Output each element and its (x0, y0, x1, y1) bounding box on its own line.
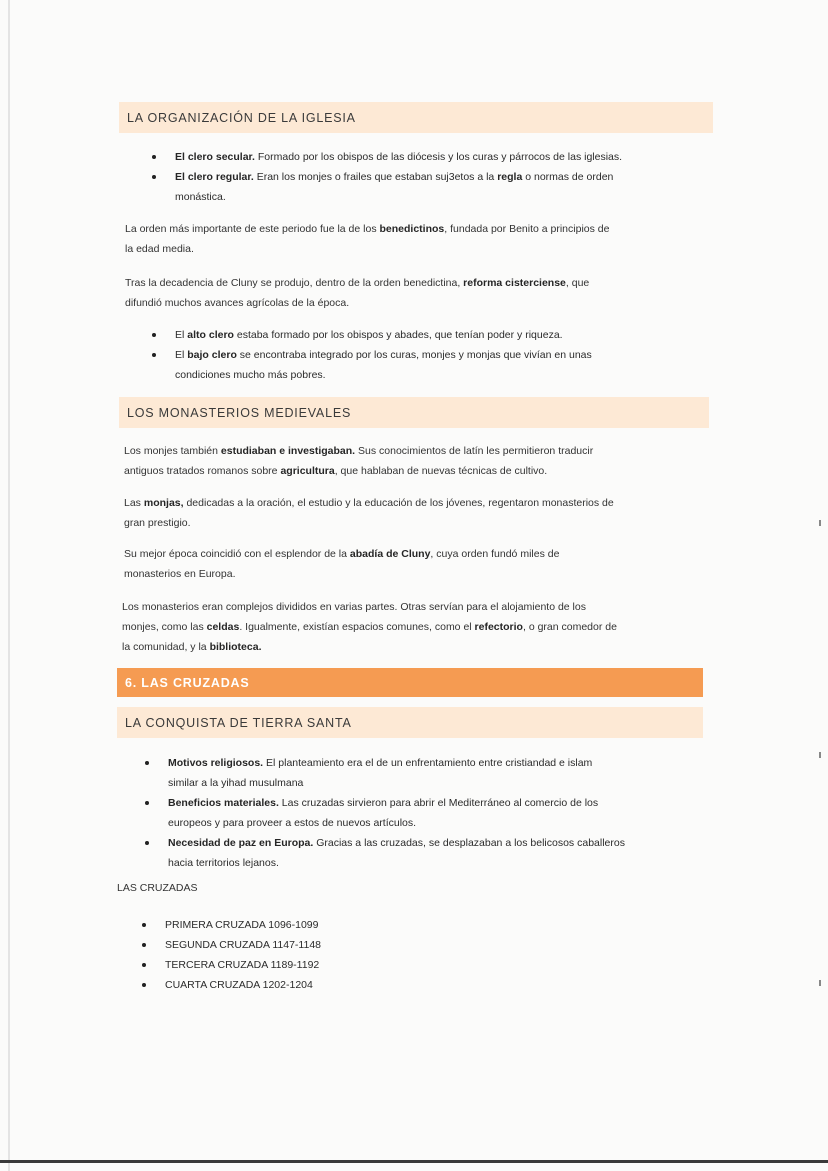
alto-bajo-clero-list (152, 325, 712, 385)
item-text: El (175, 349, 188, 361)
page-edge-bottom (0, 1160, 828, 1163)
bold-term: alto clero (187, 329, 234, 341)
list-item: TERCERA CRUZADA 1189-1192 (142, 955, 542, 975)
scan-mark (819, 980, 821, 986)
scan-mark (819, 520, 821, 526)
list-item (145, 793, 705, 833)
heading-text: 6. LAS CRUZADAS (125, 675, 250, 690)
item-text: europeos y para proveer a estos de nuevos artículos. (168, 817, 417, 829)
bold-term: El clero regular. (175, 171, 254, 183)
para-text: la comunidad, y la (122, 641, 210, 653)
cruzadas-list-title: LAS CRUZADAS (117, 882, 198, 894)
bold-term: monjas, (143, 497, 184, 509)
para-text: Las (124, 497, 144, 509)
bold-term: benedictinos (379, 223, 445, 235)
heading-text: LOS MONASTERIOS MEDIEVALES (127, 405, 352, 420)
clero-list (152, 147, 712, 207)
item-text: se encontraba integrado por los curas, monjes y monjas que vivían en unas (236, 349, 592, 361)
para-text: Los monasterios eran complejos divididos en varias partes. Otras servían para el alojamiento de los (122, 601, 586, 613)
item-text: estaba formado por los obispos y abades, que tenían poder y riqueza. (233, 329, 563, 341)
heading-monasterios (119, 397, 709, 428)
heading-organizacion-iglesia (119, 102, 713, 133)
para-text: gran prestigio. (124, 517, 191, 529)
list-item (145, 833, 705, 873)
bold-term: regla (497, 171, 523, 183)
para-text: monjes, como las (122, 621, 207, 633)
para-text: , o gran comedor de (522, 621, 617, 633)
bold-term: Motivos religiosos. (168, 757, 264, 769)
bold-term: Necesidad de paz en Europa. (168, 837, 314, 849)
para-text: , que (565, 277, 590, 289)
bold-term: refectorio (474, 621, 523, 633)
para-text: Los monjes también (124, 445, 221, 457)
list-item (152, 167, 712, 207)
bold-term: celdas (206, 621, 240, 633)
para-text: Su mejor época coincidió con el esplendor de la (124, 548, 350, 560)
heading-tierra-santa (117, 707, 703, 738)
list-item (152, 147, 712, 167)
scan-mark (819, 752, 821, 758)
cruzadas-dates-list (142, 915, 542, 995)
item-text: El planteamiento era el de un enfrentamiento entre cristiandad e islam (263, 757, 593, 769)
paragraph-benedictinos (125, 219, 715, 259)
bold-term: abadía de Cluny (349, 548, 431, 560)
para-text: , que hablaban de nuevas técnicas de cultivo. (334, 465, 548, 477)
para-text: Tras la decadencia de Cluny se produjo, dentro de la orden benedictina, (125, 277, 464, 289)
item-text: Eran los monjes o frailes que estaban suj3etos a la (253, 171, 498, 183)
bold-term: El clero secular. (175, 151, 255, 163)
bold-term: reforma cisterciense (463, 277, 566, 289)
list-item (152, 325, 712, 345)
list-item: CUARTA CRUZADA 1202-1204 (142, 975, 542, 995)
bold-term: agricultura (280, 465, 335, 477)
list-item: PRIMERA CRUZADA 1096-1099 (142, 915, 542, 935)
item-text: o normas de orden (522, 171, 614, 183)
para-text: antiguos tratados romanos sobre (124, 465, 281, 477)
heading-text: LA CONQUISTA DE TIERRA SANTA (125, 715, 352, 730)
list-item: SEGUNDA CRUZADA 1147-1148 (142, 935, 542, 955)
item-text: Gracias a las cruzadas, se desplazaban a los belicosos caballeros (313, 837, 625, 849)
para-text: , fundada por Benito a principios de (444, 223, 610, 235)
list-item (145, 753, 705, 793)
heading-cruzadas (117, 668, 703, 697)
bold-term: biblioteca. (209, 641, 262, 653)
paragraph-monjas (124, 493, 724, 533)
item-text: Formado por los obispos de las diócesis y los curas y párrocos de las iglesias. (254, 151, 623, 163)
paragraph-complejos (122, 597, 722, 657)
item-text: El (175, 329, 188, 341)
paragraph-cluny (124, 544, 714, 584)
para-text: la edad media. (125, 243, 194, 255)
para-text: difundió muchos avances agrícolas de la época. (125, 297, 350, 309)
motivos-list (145, 753, 705, 873)
item-text: monástica. (175, 191, 226, 203)
list-item (152, 345, 712, 385)
item-text: similar a la yihad musulmana (168, 777, 304, 789)
item-text: Las cruzadas sirvieron para abrir el Mediterráneo al comercio de los (278, 797, 599, 809)
para-text: Sus conocimientos de latín les permitieron traducir (355, 445, 594, 457)
heading-text: LA ORGANIZACIÓN DE LA IGLESIA (127, 110, 356, 125)
paragraph-cisterciense (125, 273, 715, 313)
para-text: , cuya orden fundó miles de (430, 548, 560, 560)
para-text: dedicadas a la oración, el estudio y la educación de los jóvenes, regentaron monasterios de (183, 497, 614, 509)
bold-term: estudiaban e investigaban. (220, 445, 356, 457)
item-text: hacia territorios lejanos. (168, 857, 279, 869)
para-text: La orden más importante de este periodo fue la de los (125, 223, 380, 235)
bold-term: bajo clero (187, 349, 237, 361)
paragraph-estudiaban (124, 441, 714, 481)
item-text: condiciones mucho más pobres. (175, 369, 326, 381)
para-text: . Igualmente, existían espacios comunes, como el (239, 621, 475, 633)
page-edge-left (8, 0, 10, 1171)
para-text: monasterios en Europa. (124, 568, 236, 580)
bold-term: Beneficios materiales. (168, 797, 279, 809)
